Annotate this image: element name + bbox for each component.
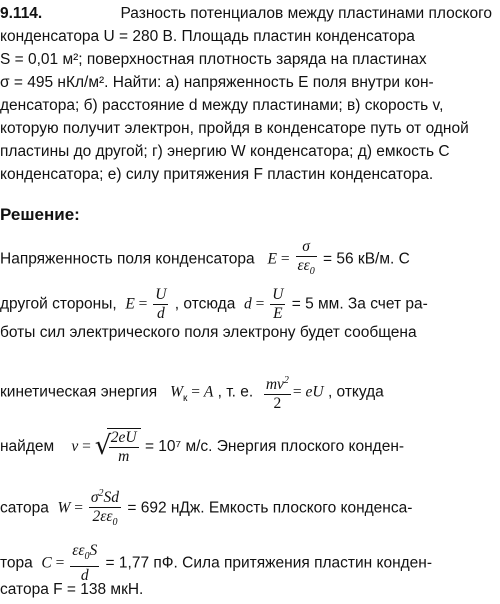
solution-line-6-result: = 692 нДж. Емкость плоского конденса-	[127, 499, 413, 517]
solution-line-1: Напряженность поля конденсатора E = $\frac{\sigma}{\varepsilon\varepsilon_0}$ = 56 кВ/м. С	[0, 238, 410, 281]
problem-text-1: Разность потенциалов между пластинами плоского	[120, 5, 492, 22]
formula-energy: $\frac{\sigma^2Sd}{2\varepsilon\varepsilon_0}$	[89, 485, 121, 532]
solution-line-6-text: сатора	[0, 499, 49, 517]
formula-capacitance: $\frac{\varepsilon\varepsilon_0S}{d}$	[72, 542, 98, 585]
solution-line-5-result: = 10⁷ м/с. Энергия плоского конден-	[144, 438, 405, 456]
problem-number: 9.114.	[0, 5, 43, 22]
formula-kinetic-energy: $\frac{mv^2}{2}$	[264, 372, 291, 413]
solution-line-6: сатора W = $\frac{\sigma^2Sd}{2\varepsilon\varepsilon_0}$ = 692 нДж. Емкость плоского конденса-	[0, 485, 412, 532]
solution-line-2-text: другой стороны,	[0, 295, 117, 313]
problem-line-3: S = 0,01 м²; поверхностная плотность заряда на пластинах	[0, 51, 427, 68]
solution-line-4: кинетическая энергия $W_к = A$ , т. е. $\frac{mv^2}{2}$ = eU , откуда	[0, 372, 384, 413]
solution-line-7-result: = 1,77 пФ. Сила притяжения пластин конден-	[105, 554, 433, 572]
solution-line-2: другой стороны, E = $\frac{U}{d}$ , отсюда d = $\frac{U}{E}$ = 5 мм. За счет ра-	[0, 286, 428, 322]
formula-e-symbol: E	[267, 250, 277, 268]
problem-line-1	[0, 4, 492, 24]
formula-velocity-sqrt: √ $\frac{2eU}{m}$	[95, 428, 141, 466]
solution-line-2-mid: , отсюда	[174, 295, 236, 313]
problem-line-2: конденсатора U = 280 В. Площадь пластин конденсатора	[0, 28, 415, 45]
solution-line-4-end: , откуда	[327, 383, 384, 401]
problem-line-8: конденсатора; е) силу притяжения F пластин конденсатора.	[0, 166, 434, 183]
formula-e-fraction: $\frac{\sigma}{\varepsilon\varepsilon_0}$	[297, 238, 315, 278]
problem-line-6: которую получит электрон, пройдя в конденсаторе путь от одной	[0, 120, 469, 137]
solution-line-5-text: найдем	[0, 438, 55, 456]
solution-line-2-result: = 5 мм. За счет ра-	[291, 295, 428, 313]
solution-line-7: тора C = $\frac{\varepsilon\varepsilon_0S}{d}$ = 1,77 пФ. Сила притяжения пластин конден-	[0, 542, 433, 585]
solution-line-1-result: = 56 кВ/м. С	[323, 250, 410, 268]
solution-line-5: найдем v = √ $\frac{2eU}{m}$ = 10⁷ м/с. Энергия плоского конден-	[0, 429, 405, 465]
formula-u-over-d: $\frac{U}{d}$	[155, 286, 167, 322]
formula-u-over-e: $\frac{U}{E}$	[272, 286, 284, 322]
solution-line-4-mid: , т. е.	[217, 383, 254, 401]
solution-heading: Решение:	[0, 205, 80, 224]
solution-line-3: боты сил электрического поля электрону будет сообщена	[0, 324, 417, 341]
problem-line-7: пластины до другой; г) энергию W конденсатора; д) емкость C	[0, 143, 450, 160]
solution-line-8: сатора F = 138 мкН.	[0, 581, 144, 598]
solution-line-7-text: тора	[0, 554, 33, 572]
solution-line-1-text: Напряженность поля конденсатора	[0, 250, 255, 268]
problem-line-5: денсатора; б) расстояние d между пластинами; в) скорость v,	[0, 97, 444, 114]
solution-line-4-text: кинетическая энергия	[0, 383, 158, 401]
problem-line-4: σ = 495 нКл/м². Найти: а) напряженность E поля внутри кон-	[0, 74, 434, 91]
